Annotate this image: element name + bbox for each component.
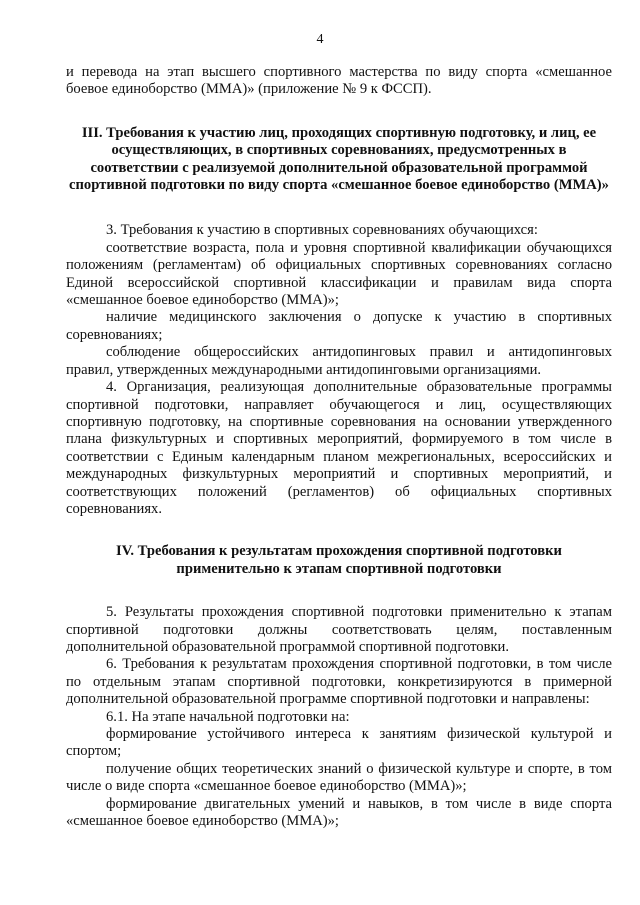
paragraph-6-1: 6.1. На этапе начальной подготовки на: <box>106 708 350 725</box>
paragraph-4: 4. Организация, реализующая дополнительные образовательные программы спортивной подготовки, направляет обучающегося и лиц, осуществляющих спортивную подготовку, на спортивные соревнования на основании утвержденного плана физкультурных и спортивных мероприятий, формируемого в том числе в соответствии с Единым календарным планом межрегиональных, всероссийских и международных физкультурных мероприятий и спортивных мероприятий, и соответствующих положений (регламентов) об официальных спортивных соревнованиях. <box>66 379 612 517</box>
intro-paragraph: и перевода на этап высшего спортивного мастерства по виду спорта «смешанное боевое единоборство (ММА)» (приложение № 9 к ФССП). <box>66 64 612 98</box>
paragraph-6-1-item-2: получение общих теоретических знаний о физической культуре и спорте, в том числе о виде спорта «смешанное боевое единоборство (ММА)»; <box>66 760 612 795</box>
paragraph-6-1-item-1: формирование устойчивого интереса к занятиям физической культурой и спортом; <box>66 726 612 760</box>
section-3-heading: III. Требования к участию лиц, проходящих спортивную подготовку, и лиц, ее осуществляющих, в спортивных соревнованиях, предусмотренных в соответствии с реализуемой дополнительной образовательной программой спортивной подготовки по виду спорта «смешанное боевое единоборство (ММА)» <box>69 124 609 194</box>
paragraph-6: 6. Требования к результатам прохождения спортивной подготовки, в том числе по отдельным этапам спортивной подготовки, конкретизируются в примерной дополнительной образовательной программе спортивной подготовки и направлены: <box>66 656 612 708</box>
paragraph-6-1-item-3: формирование двигательных умений и навыков, в том числе в виде спорта «смешанное боевое единоборство (ММА)»; <box>66 795 612 830</box>
section-4-heading: IV. Требования к результатам прохождения спортивной подготовки применительно к этапам спортивной подготовки <box>116 543 562 577</box>
paragraph-3: 3. Требования к участию в спортивных соревнованиях обучающихся: <box>106 222 538 239</box>
paragraph-3-item-1: соответствие возраста, пола и уровня спортивной квалификации обучающихся положениям (регламентам) об официальных спортивных соревнованиях согласно Единой всероссийской спортивной классификации и правилам вида спорта «смешанное боевое единоборство (ММА)»; <box>66 239 612 309</box>
paragraph-3-item-2: наличие медицинского заключения о допуске к участию в спортивных соревнованиях; <box>66 309 612 343</box>
paragraph-5: 5. Результаты прохождения спортивной подготовки применительно к этапам спортивной подготовки должны соответствовать целям, поставленным дополнительной образовательной программой спортивной подготовки. <box>66 604 612 655</box>
page-number: 4 <box>316 32 324 47</box>
document-body <box>66 64 612 830</box>
paragraph-3-item-3: соблюдение общероссийских антидопинговых правил и антидопинговых правил, утвержденных международными антидопинговыми организациями. <box>66 344 612 378</box>
